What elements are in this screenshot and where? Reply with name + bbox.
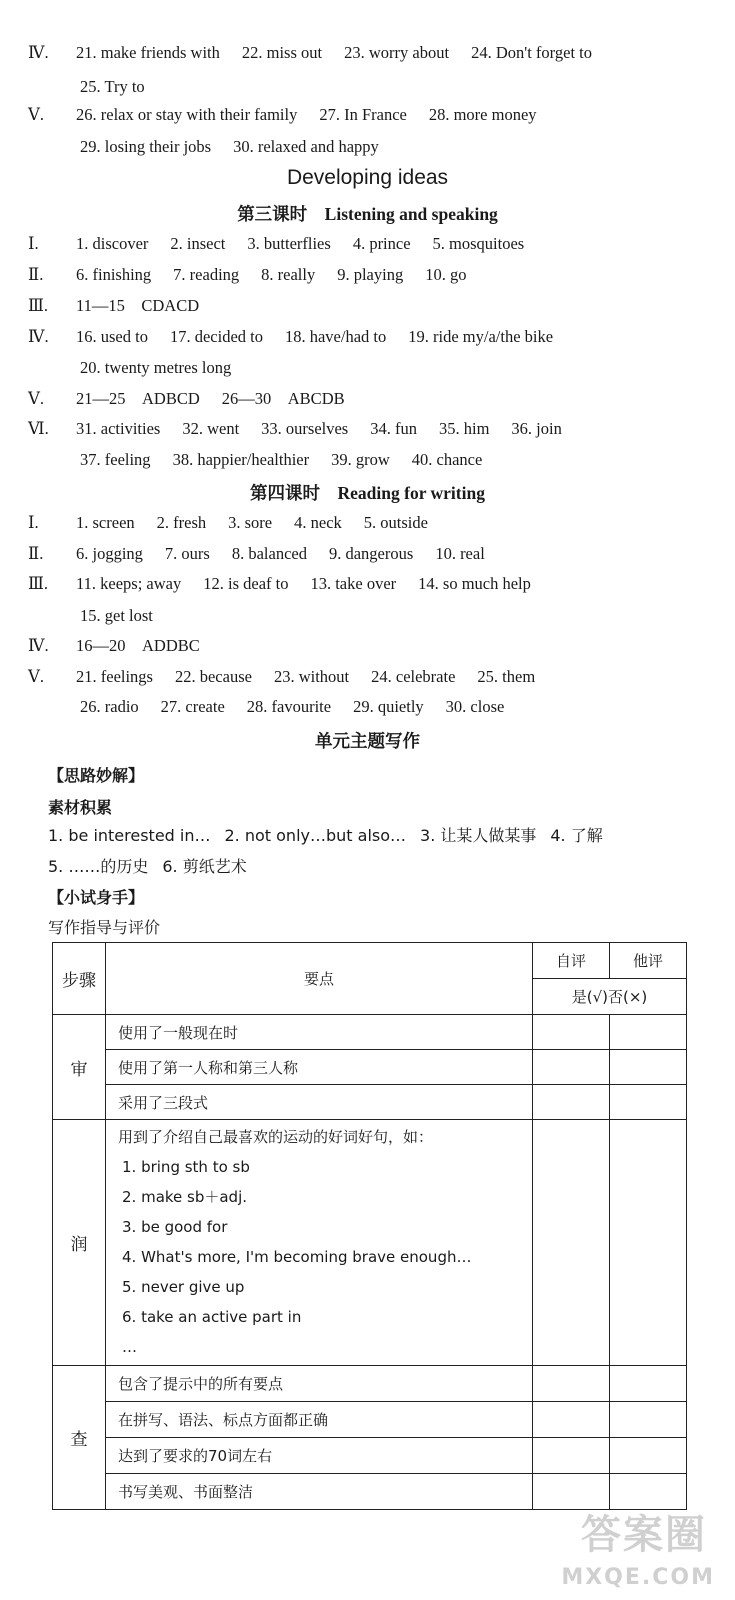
lesson-title: 第四课时 Reading for writing [250,483,485,503]
watermark-url: MXQE.COM [561,1565,715,1590]
answer-line: Ⅴ. 26. relax or stay with their family 27. In France 28. more money [28,105,537,124]
material-line: 5. ……的历史 6. 剪纸艺术 [48,857,247,876]
writing-title: 单元主题写作 [315,732,420,752]
try-heading: 【小试身手】 [48,888,145,907]
answer-line: Ⅳ. 16—20 ADDBC [28,636,200,655]
step-review: 审 [53,1015,106,1120]
answer-line: Ⅴ. 21—25 ADBCD 26—30 ABCDB [28,389,345,408]
guide-heading: 写作指导与评价 [48,918,161,937]
table-row: 用到了介绍自己最喜欢的运动的好词好句，如： 1. bring sth to sb 2. make sb＋adj. 3. be good for 4. What's more, I'm becoming brave enough… 5. never give up 6. take an active part in … [106,1120,533,1366]
answer-line: Ⅳ. 21. make friends with 22. miss out 23. worry about 24. Don't forget to [28,43,592,62]
self-cell[interactable] [533,1015,610,1050]
self-cell[interactable] [533,1366,610,1402]
answer-line: Ⅰ. 1. screen 2. fresh 3. sore 4. neck 5. outside [28,513,428,532]
header-yesno: 是(√)否(×) [533,979,687,1015]
section-title: Developing ideas [286,166,449,189]
other-cell[interactable] [610,1438,687,1474]
table-row: 采用了三段式 [106,1085,533,1120]
table-row: 使用了第一人称和第三人称 [106,1050,533,1085]
answer-line: Ⅴ. 21. feelings 22. because 23. without 24. celebrate 25. them [28,667,536,686]
header-point: 要点 [106,943,533,1015]
answer-line: 15. get lost [80,606,153,625]
answer-line: Ⅳ. 16. used to 17. decided to 18. have/had to 19. ride my/a/the bike [28,327,554,346]
section-label: Ⅳ. [28,43,49,62]
step-polish: 润 [53,1120,106,1366]
self-cell[interactable] [533,1050,610,1085]
material-line: 1. be interested in… 2. not only…but also… 3. 让某人做某事 4. 了解 [48,826,603,845]
answer-line: Ⅱ. 6. finishing 7. reading 8. really 9. playing 10. go [28,265,467,284]
table-row: 使用了一般现在时 [106,1015,533,1050]
other-cell[interactable] [610,1085,687,1120]
self-cell[interactable] [533,1402,610,1438]
self-cell[interactable] [533,1438,610,1474]
answer-line: 26. radio 27. create 28. favourite 29. quietly 30. close [80,697,505,716]
other-cell[interactable] [610,1015,687,1050]
other-cell[interactable] [610,1050,687,1085]
header-step: 步骤 [53,943,106,1015]
header-other: 他评 [610,943,687,979]
other-cell[interactable] [610,1366,687,1402]
self-cell[interactable] [533,1120,610,1366]
answer-line: 29. losing their jobs 30. relaxed and happy [80,137,379,156]
answer-line: 37. feeling 38. happier/healthier 39. grow 40. chance [80,450,483,469]
step-check: 查 [53,1366,106,1510]
answer-line: Ⅱ. 6. jogging 7. ours 8. balanced 9. dangerous 10. real [28,544,485,563]
answer-line: Ⅵ. 31. activities 32. went 33. ourselves 34. fun 35. him 36. join [28,419,562,438]
table-row: 达到了要求的70词左右 [106,1438,533,1474]
answer-line: 25. Try to [80,77,145,96]
watermark-logo: 答案圈 [581,1512,707,1558]
material-heading: 素材积累 [48,798,113,817]
table-row: 书写美观、书面整洁 [106,1474,533,1510]
evaluation-table [52,942,687,1510]
other-cell[interactable] [610,1402,687,1438]
table-row: 在拼写、语法、标点方面都正确 [106,1402,533,1438]
table-row: 包含了提示中的所有要点 [106,1366,533,1402]
answer-line: Ⅰ. 1. discover 2. insect 3. butterflies 4. prince 5. mosquitoes [28,234,525,253]
answer-line: Ⅲ. 11. keeps; away 12. is deaf to 13. take over 14. so much help [28,574,531,593]
other-cell[interactable] [610,1120,687,1366]
lesson-title: 第三课时 Listening and speaking [237,204,498,224]
header-self: 自评 [533,943,610,979]
answer-line: Ⅲ. 11—15 CDACD [28,296,200,315]
self-cell[interactable] [533,1085,610,1120]
thinking-heading: 【思路妙解】 [48,766,145,785]
answer-line: 20. twenty metres long [80,358,232,377]
